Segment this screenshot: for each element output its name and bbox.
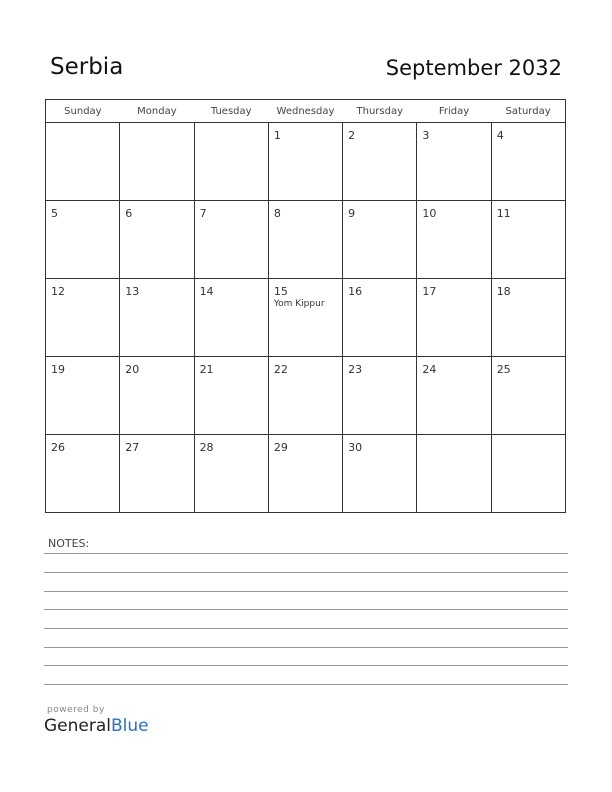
day-cell <box>194 123 268 201</box>
logo-blue-text: Blue <box>111 716 149 736</box>
day-cell <box>46 357 120 435</box>
day-cell <box>343 123 417 201</box>
day-number: 6 <box>125 207 133 220</box>
day-number: 28 <box>199 441 214 454</box>
note-line <box>44 591 568 592</box>
day-number: 7 <box>199 207 207 220</box>
day-cell <box>268 279 342 357</box>
day-number: 24 <box>422 363 437 376</box>
note-line <box>44 665 568 666</box>
day-number: 8 <box>273 207 281 220</box>
day-cell <box>46 279 120 357</box>
day-cell <box>194 435 268 513</box>
day-cell <box>417 279 491 357</box>
day-cell <box>417 357 491 435</box>
day-number: 29 <box>273 441 288 454</box>
day-cell <box>491 279 565 357</box>
day-number: 21 <box>199 363 214 376</box>
day-cell <box>343 435 417 513</box>
day-cell <box>268 435 342 513</box>
day-number: 4 <box>496 129 504 142</box>
day-number: 25 <box>496 363 511 376</box>
note-line <box>44 684 568 685</box>
note-line <box>44 553 568 554</box>
day-number: 18 <box>496 285 511 298</box>
logo-general-text: General <box>44 716 111 736</box>
note-line <box>44 609 568 610</box>
weekday-header: Friday <box>417 100 491 123</box>
day-cell <box>120 435 194 513</box>
day-cell <box>491 123 565 201</box>
weekday-header: Thursday <box>343 100 417 123</box>
country-title: Serbia <box>50 54 124 80</box>
day-number: 1 <box>273 129 281 142</box>
day-cell <box>343 357 417 435</box>
day-number: 16 <box>348 285 363 298</box>
week-row <box>46 123 566 201</box>
day-number: 30 <box>348 441 363 454</box>
day-cell <box>491 201 565 279</box>
day-number: 10 <box>422 207 437 220</box>
day-number: 15 <box>273 285 288 298</box>
day-cell <box>120 201 194 279</box>
day-number: 2 <box>348 129 356 142</box>
day-number: 17 <box>422 285 437 298</box>
day-number: 20 <box>125 363 140 376</box>
month-title: September 2032 <box>385 56 562 80</box>
note-line <box>44 572 568 573</box>
day-cell <box>46 123 120 201</box>
weekday-header: Monday <box>120 100 194 123</box>
generalblue-logo <box>44 716 149 736</box>
day-number: 14 <box>199 285 214 298</box>
holiday-label: Yom Kippur <box>273 299 325 309</box>
day-cell <box>268 357 342 435</box>
day-cell <box>417 123 491 201</box>
day-cell <box>417 435 491 513</box>
note-line <box>44 647 568 648</box>
weekday-header: Wednesday <box>268 100 342 123</box>
week-row <box>46 357 566 435</box>
powered-by-text: powered by <box>47 705 105 715</box>
day-number: 9 <box>348 207 356 220</box>
day-number: 27 <box>125 441 140 454</box>
day-number: 23 <box>348 363 363 376</box>
day-number: 3 <box>422 129 430 142</box>
day-cell <box>46 435 120 513</box>
week-row <box>46 435 566 513</box>
day-number: 19 <box>51 363 65 376</box>
day-cell <box>194 201 268 279</box>
day-number: 12 <box>51 285 65 298</box>
day-cell <box>120 123 194 201</box>
note-line <box>44 628 568 629</box>
day-cell <box>194 279 268 357</box>
notes-label: NOTES: <box>48 537 90 550</box>
weekday-header: Tuesday <box>194 100 268 123</box>
day-cell <box>268 201 342 279</box>
day-cell <box>268 123 342 201</box>
day-number: 22 <box>273 363 288 376</box>
day-cell <box>343 279 417 357</box>
day-cell <box>46 201 120 279</box>
day-cell <box>343 201 417 279</box>
weekday-header-row <box>46 100 566 123</box>
week-row <box>46 279 566 357</box>
weekday-header: Sunday <box>46 100 120 123</box>
day-cell <box>417 201 491 279</box>
day-number: 26 <box>51 441 65 454</box>
week-row <box>46 201 566 279</box>
day-cell <box>194 357 268 435</box>
day-number: 11 <box>496 207 511 220</box>
day-cell <box>120 357 194 435</box>
day-cell <box>120 279 194 357</box>
day-cell <box>491 435 565 513</box>
calendar-grid <box>45 99 566 513</box>
day-number: 13 <box>125 285 140 298</box>
day-cell <box>491 357 565 435</box>
day-number: 5 <box>51 207 58 220</box>
weekday-header: Saturday <box>491 100 565 123</box>
